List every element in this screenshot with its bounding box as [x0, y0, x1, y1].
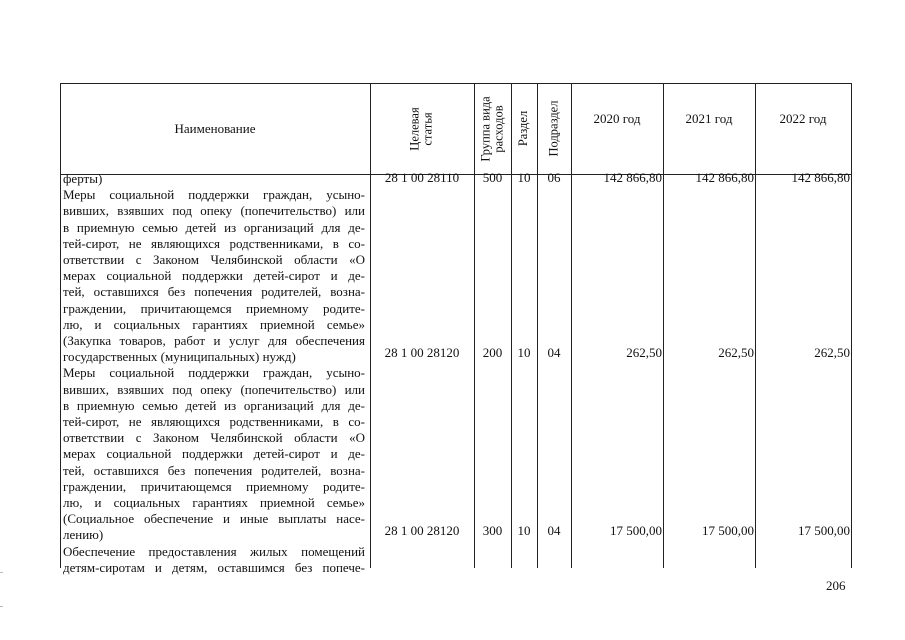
name-column-text	[63, 171, 365, 576]
col-line	[851, 83, 852, 568]
cell-subsection: 06	[547, 170, 561, 185]
text-line: ответствии с Законом Челябинской области «О	[63, 430, 365, 446]
header-2022: 2022 год	[779, 110, 827, 126]
budget-table	[60, 83, 852, 575]
text-line: Обеспечение предоставления жилых помещений	[63, 543, 365, 559]
text-line: граждении, причитающемся приемному родите-	[63, 478, 365, 494]
text-line: Меры социальной поддержки граждан, усыно-	[63, 187, 365, 203]
text-line: тей-сирот, не являющихся родственниками, в со-	[63, 414, 365, 430]
scan-mark	[0, 606, 3, 607]
header-2020: 2020 год	[593, 110, 641, 126]
text-line: лю, и социальных гарантиях приемной семье»	[63, 495, 365, 511]
cell-2022: 262,50	[814, 345, 850, 360]
text-line: ответствии с Законом Челябинской области «О	[63, 252, 365, 268]
text-line: детям-сиротам и детям, оставшимся без попече-	[63, 559, 365, 575]
text-line: (Социальное обеспечение и иные выплаты насе-	[63, 511, 365, 527]
text-line: (Закупка товаров, работ и услуг для обеспечения	[63, 333, 365, 349]
cell-section: 10	[517, 345, 531, 360]
header-section: Раздел	[516, 110, 531, 147]
text-line: государственных (муниципальных) нужд)	[63, 349, 296, 365]
cell-subsection: 04	[547, 523, 561, 538]
scan-mark	[0, 572, 3, 573]
text-line: тей, оставшихся без попечения родителей, возна-	[63, 284, 365, 300]
text-line: вивших, взявших под опеку (попечительство) или	[63, 381, 365, 397]
text-line: мерах социальной поддержки детей-сирот и де-	[63, 268, 365, 284]
header-target: Целевая статья	[408, 106, 435, 151]
cell-2022: 17 500,00	[798, 523, 850, 538]
cell-2021: 142 866,80	[695, 170, 754, 185]
cell-target: 28 1 00 28110	[384, 170, 460, 185]
header-group-cell	[474, 83, 511, 174]
text-line: в приемную семью детей из организаций для де-	[63, 219, 365, 235]
header-group: Группа вида расходов	[478, 95, 506, 162]
cell-section: 10	[517, 523, 531, 538]
text-line: Меры социальной поддержки граждан, усыно-	[63, 365, 365, 381]
cell-2022: 142 866,80	[791, 170, 850, 185]
cell-target: 28 1 00 28120	[384, 345, 460, 360]
text-line: граждении, причитающемся приемному родите-	[63, 300, 365, 316]
cell-2021: 262,50	[718, 345, 754, 360]
text-line: лению)	[63, 527, 104, 543]
header-subsection-cell	[537, 83, 571, 174]
cell-2020: 262,50	[626, 345, 662, 360]
text-line: тей, оставшихся без попечения родителей, возна-	[63, 462, 365, 478]
text-line: тей-сирот, не являющихся родственниками, в со-	[63, 235, 365, 251]
cell-group: 200	[482, 345, 503, 360]
cell-target: 28 1 00 28120	[384, 523, 460, 538]
cell-2020: 17 500,00	[610, 523, 662, 538]
cell-group: 500	[482, 170, 503, 185]
header-subsection: Подраздел	[546, 100, 561, 157]
text-line: мерах социальной поддержки детей-сирот и де-	[63, 446, 365, 462]
cell-2021: 17 500,00	[702, 523, 754, 538]
header-section-cell	[511, 83, 537, 174]
cell-subsection: 04	[547, 345, 561, 360]
header-2021: 2021 год	[685, 110, 733, 126]
header-name: Наименование	[174, 120, 256, 136]
page-number: 206	[826, 578, 846, 593]
text-line: ферты)	[63, 171, 103, 186]
cell-group: 300	[482, 523, 503, 538]
text-line: в приемную семью детей из организаций для де-	[63, 397, 365, 413]
text-line: вивших, взявших под опеку (попечительство) или	[63, 203, 365, 219]
header-target-cell	[370, 83, 474, 174]
cell-section: 10	[517, 170, 531, 185]
text-line: лю, и социальных гарантиях приемной семье»	[63, 316, 365, 332]
cell-2020: 142 866,80	[603, 170, 662, 185]
